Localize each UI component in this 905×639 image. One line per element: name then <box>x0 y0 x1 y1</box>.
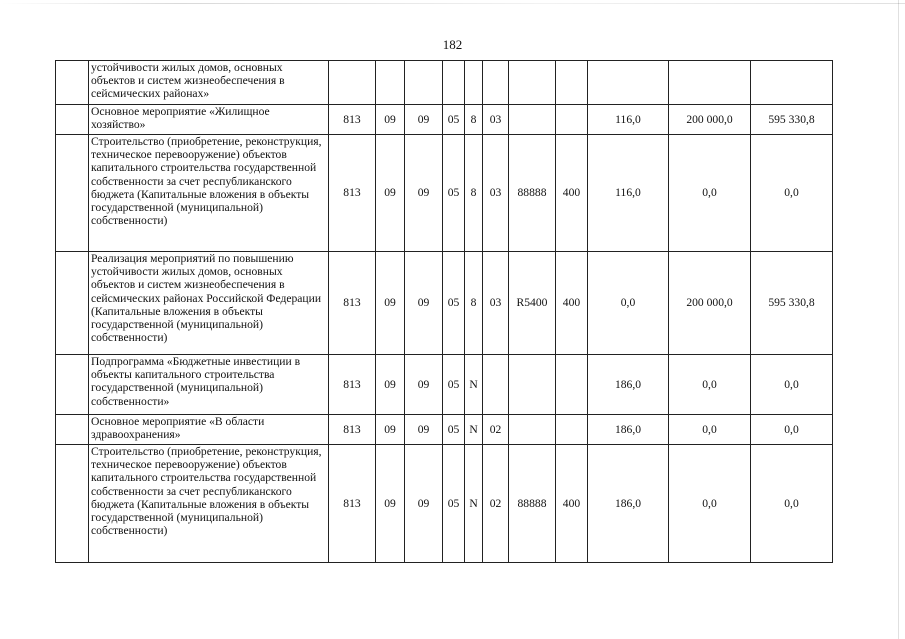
podrazdel-cell: 09 <box>405 415 443 445</box>
cs-direction-cell <box>509 61 556 105</box>
cs-event-cell: 02 <box>483 445 509 563</box>
sum-year2-cell <box>669 61 751 105</box>
vr-cell <box>556 355 588 415</box>
sum-year2-cell: 200 000,0 <box>669 252 751 355</box>
podrazdel-cell <box>405 61 443 105</box>
cs-direction-cell <box>509 415 556 445</box>
vr-cell <box>556 61 588 105</box>
description-cell: устойчивости жилых домов, основных объектов и систем жизнеобеспечения в сейсмических районах» <box>89 61 329 105</box>
vr-cell: 400 <box>556 445 588 563</box>
blank-cell <box>56 252 89 355</box>
blank-cell <box>56 415 89 445</box>
cs-event-cell <box>483 61 509 105</box>
cs-subprogram-cell: N <box>465 415 483 445</box>
cs-event-cell: 02 <box>483 415 509 445</box>
cs-subprogram-cell: 8 <box>465 105 483 135</box>
scan-artifact-top-line <box>0 3 905 4</box>
grbs-cell: 813 <box>329 445 376 563</box>
sum-year3-cell: 0,0 <box>751 415 833 445</box>
sum-year3-cell <box>751 61 833 105</box>
grbs-cell <box>329 61 376 105</box>
table-row <box>56 105 833 135</box>
table-row <box>56 415 833 445</box>
grbs-cell: 813 <box>329 355 376 415</box>
scan-artifact-right-edge <box>898 0 899 639</box>
vr-cell: 400 <box>556 252 588 355</box>
description-cell: Строительство (приобретение, реконструкция, техническое перевооружение) объектов капитального строительства государственной собственности за счет республиканского бюджета (Капитальные вложения в объекты государственной (муниципальной) собственности) <box>89 445 329 563</box>
podrazdel-cell: 09 <box>405 445 443 563</box>
table-row <box>56 135 833 252</box>
podrazdel-cell: 09 <box>405 252 443 355</box>
cs-subprogram-cell: N <box>465 355 483 415</box>
grbs-cell: 813 <box>329 105 376 135</box>
cs-direction-cell: 88888 <box>509 135 556 252</box>
cs-program-cell: 05 <box>443 105 465 135</box>
cs-subprogram-cell: 8 <box>465 252 483 355</box>
description-cell: Строительство (приобретение, реконструкция, техническое перевооружение) объектов капитального строительства государственной собственности за счет республиканского бюджета (Капитальные вложения в объекты государственной (муниципальной) собственности) <box>89 135 329 252</box>
sum-year2-cell: 0,0 <box>669 355 751 415</box>
sum-year1-cell: 186,0 <box>588 355 669 415</box>
podrazdel-cell: 09 <box>405 135 443 252</box>
grbs-cell: 813 <box>329 135 376 252</box>
blank-cell <box>56 135 89 252</box>
sum-year1-cell: 186,0 <box>588 415 669 445</box>
cs-subprogram-cell: N <box>465 445 483 563</box>
grbs-cell: 813 <box>329 415 376 445</box>
cs-event-cell: 03 <box>483 105 509 135</box>
cs-program-cell: 05 <box>443 415 465 445</box>
cs-event-cell: 03 <box>483 135 509 252</box>
vr-cell <box>556 415 588 445</box>
cs-event-cell <box>483 355 509 415</box>
sum-year2-cell: 0,0 <box>669 135 751 252</box>
cs-program-cell: 05 <box>443 355 465 415</box>
sum-year3-cell: 0,0 <box>751 355 833 415</box>
vr-cell <box>556 105 588 135</box>
vr-cell: 400 <box>556 135 588 252</box>
sum-year2-cell: 0,0 <box>669 445 751 563</box>
razdel-cell: 09 <box>376 105 405 135</box>
sum-year1-cell: 0,0 <box>588 252 669 355</box>
razdel-cell <box>376 61 405 105</box>
cs-program-cell <box>443 61 465 105</box>
cs-event-cell: 03 <box>483 252 509 355</box>
cs-program-cell: 05 <box>443 445 465 563</box>
sum-year1-cell: 116,0 <box>588 135 669 252</box>
blank-cell <box>56 105 89 135</box>
razdel-cell: 09 <box>376 415 405 445</box>
cs-direction-cell: R5400 <box>509 252 556 355</box>
sum-year3-cell: 0,0 <box>751 135 833 252</box>
table-row <box>56 252 833 355</box>
page-number: 182 <box>442 37 463 52</box>
blank-cell <box>56 445 89 563</box>
podrazdel-cell: 09 <box>405 355 443 415</box>
razdel-cell: 09 <box>376 252 405 355</box>
sum-year3-cell: 595 330,8 <box>751 252 833 355</box>
sum-year3-cell: 0,0 <box>751 445 833 563</box>
razdel-cell: 09 <box>376 355 405 415</box>
description-cell: Основное мероприятие «Жилищное хозяйство» <box>89 105 329 135</box>
cs-subprogram-cell: 8 <box>465 135 483 252</box>
sum-year1-cell: 186,0 <box>588 445 669 563</box>
sum-year2-cell: 200 000,0 <box>669 105 751 135</box>
table-row <box>56 355 833 415</box>
cs-subprogram-cell <box>465 61 483 105</box>
sum-year1-cell: 116,0 <box>588 105 669 135</box>
description-cell: Основное мероприятие «В области здравоохранения» <box>89 415 329 445</box>
description-cell: Реализация мероприятий по повышению устойчивости жилых домов, основных объектов и систем жизнеобеспечения в сейсмических районах Российской Федерации (Капитальные вложения в объекты государственной (муниципальной) собственности) <box>89 252 329 355</box>
razdel-cell: 09 <box>376 135 405 252</box>
sum-year1-cell <box>588 61 669 105</box>
grbs-cell: 813 <box>329 252 376 355</box>
blank-cell <box>56 61 89 105</box>
sum-year2-cell: 0,0 <box>669 415 751 445</box>
cs-direction-cell <box>509 355 556 415</box>
cs-direction-cell <box>509 105 556 135</box>
blank-cell <box>56 355 89 415</box>
podrazdel-cell: 09 <box>405 105 443 135</box>
budget-table <box>55 60 833 563</box>
cs-direction-cell: 88888 <box>509 445 556 563</box>
table-row <box>56 61 833 105</box>
cs-program-cell: 05 <box>443 252 465 355</box>
table-row <box>56 445 833 563</box>
description-cell: Подпрограмма «Бюджетные инвестиции в объекты капитального строительства государственной (муниципальной) собственности» <box>89 355 329 415</box>
razdel-cell: 09 <box>376 445 405 563</box>
sum-year3-cell: 595 330,8 <box>751 105 833 135</box>
cs-program-cell: 05 <box>443 135 465 252</box>
